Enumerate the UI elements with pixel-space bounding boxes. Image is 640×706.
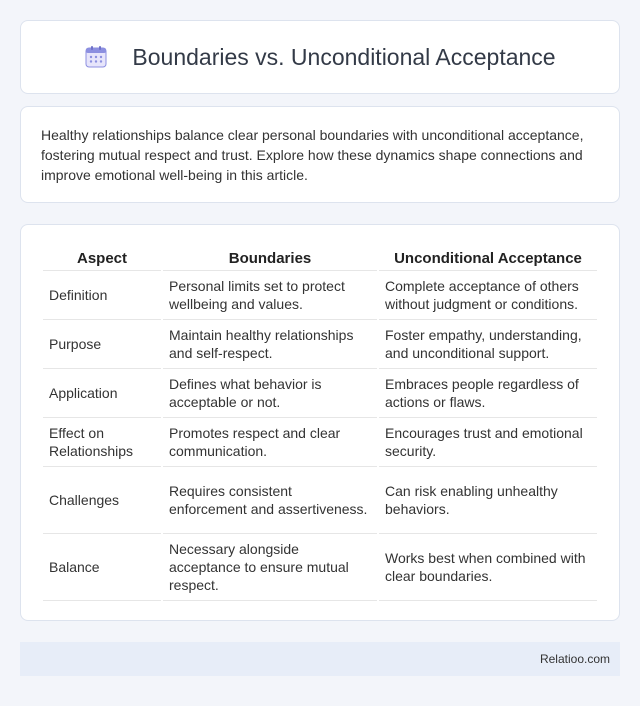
row-aspect: Balance xyxy=(43,534,161,601)
row-boundaries: Necessary alongside acceptance to ensure mutual respect. xyxy=(163,534,377,601)
row-aspect: Challenges xyxy=(43,467,161,534)
row-boundaries: Promotes respect and clear communication. xyxy=(163,418,377,467)
row-boundaries: Personal limits set to protect wellbeing and values. xyxy=(163,271,377,320)
row-aspect: Definition xyxy=(43,271,161,320)
table-header-row xyxy=(43,245,597,271)
header-aspect: Aspect xyxy=(43,245,161,271)
table-row xyxy=(43,418,597,467)
table-row xyxy=(43,369,597,418)
comparison-card xyxy=(20,224,620,621)
table-row xyxy=(43,467,597,534)
row-aspect: Purpose xyxy=(43,320,161,369)
row-boundaries: Defines what behavior is acceptable or not. xyxy=(163,369,377,418)
header-boundaries: Boundaries xyxy=(163,245,377,271)
intro-card xyxy=(20,106,620,203)
header xyxy=(84,44,555,71)
header-card xyxy=(20,20,620,94)
row-boundaries: Requires consistent enforcement and assertiveness. xyxy=(163,467,377,534)
table-row xyxy=(43,534,597,601)
row-aspect: Effect on Relationships xyxy=(43,418,161,467)
row-boundaries: Maintain healthy relationships and self-respect. xyxy=(163,320,377,369)
calendar-icon xyxy=(84,45,108,69)
row-acceptance: Works best when combined with clear boundaries. xyxy=(379,534,597,601)
header-unconditional-acceptance: Unconditional Acceptance xyxy=(379,245,597,271)
footer-bar xyxy=(20,642,620,676)
intro-text: Healthy relationships balance clear personal boundaries with unconditional acceptance, fostering mutual respect and trust. Explore how these dynamics shape connections and improve emotional well-being in this article. xyxy=(41,127,584,183)
row-acceptance: Can risk enabling unhealthy behaviors. xyxy=(379,467,597,534)
table-row xyxy=(43,271,597,320)
page-title: Boundaries vs. Unconditional Acceptance xyxy=(132,43,556,70)
row-acceptance: Embraces people regardless of actions or flaws. xyxy=(379,369,597,418)
row-acceptance: Encourages trust and emotional security. xyxy=(379,418,597,467)
comparison-table xyxy=(41,245,599,601)
table-row xyxy=(43,320,597,369)
row-acceptance: Complete acceptance of others without judgment or conditions. xyxy=(379,271,597,320)
row-aspect: Application xyxy=(43,369,161,418)
row-acceptance: Foster empathy, understanding, and unconditional support. xyxy=(379,320,597,369)
footer-site-name: Relatioo.com xyxy=(539,652,610,666)
